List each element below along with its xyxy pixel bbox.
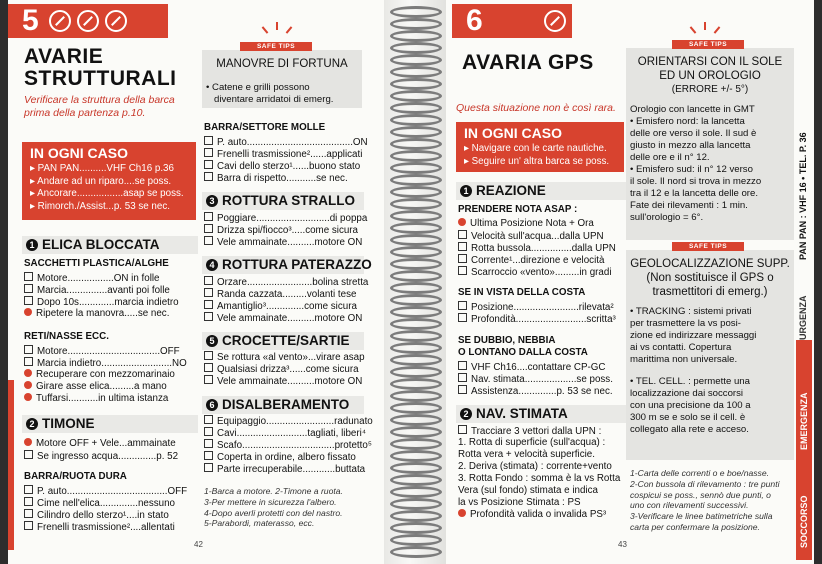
spiral-ring (390, 534, 442, 546)
tips-title: (ERRORE +/- 5°) (671, 84, 749, 95)
checklist-item: Amantiglio³..............come sicura (204, 300, 357, 313)
fan-icon (77, 10, 99, 32)
checklist-item: Cavi dello sterzo¹......buono stato (204, 160, 360, 173)
checklist-item: Qualsiasi drizza³......come sicura (204, 363, 359, 376)
sub-heading: SE DUBBIO, NEBBIA (458, 335, 556, 346)
checklist-item: P. auto.....................................OFF (24, 485, 187, 498)
spiral-ring (390, 546, 442, 558)
section-stimata: 2 NAV. STIMATA (456, 405, 626, 423)
checklist-item: Motore..................................OFF (24, 345, 180, 358)
checklist-item: Cavi..........................tagliati, liberi⁴ (204, 427, 366, 440)
checklist-item: Coperta in ordine, albero fissato (204, 451, 356, 464)
spiral-ring (390, 414, 442, 426)
tips-title: MANOVRE DI FORTUNA (216, 58, 348, 70)
checklist-item: Randa cazzata.........volanti tese (204, 288, 356, 301)
tips-title: (Non sostituisce il GPS o (646, 272, 774, 284)
spiral-ring (390, 342, 442, 354)
checklist-item: Assistenza..............p. 53 se nec. (458, 385, 613, 398)
spiral-ring (390, 354, 442, 366)
checklist-item: Drizza spi/fiocco³.....come sicura (204, 224, 358, 237)
side-urgenza-label: URGENZA (798, 295, 808, 340)
spiral-ring (390, 330, 442, 342)
sailboat-icon (105, 10, 127, 32)
spiral-ring (390, 450, 442, 462)
checklist-item: Marcia...............avanti poi folle (24, 284, 170, 297)
section-paterazzo: 4 ROTTURA PATERAZZO (202, 256, 364, 274)
spiral-ring (390, 138, 442, 150)
section-crocette: 5 CROCETTE/SARTIE (202, 332, 364, 350)
checklist-item: Orzare........................bolina stretta (204, 276, 368, 289)
in-ogni-caso-box: IN OGNI CASO ▸ Navigare con le carte nautiche. ▸ Seguire un' altra barca se poss. (456, 122, 624, 172)
spiral-ring (390, 6, 442, 18)
spiral-ring (390, 54, 442, 66)
compass-icon (544, 10, 566, 32)
chapter-header-left (8, 4, 168, 38)
spiral-ring (390, 126, 442, 138)
safe-tips-tab: SAFE TIPS (240, 42, 312, 51)
tips-title: ORIENTARSI CON IL SOLE (637, 56, 783, 68)
tips-title: trasmettitori di emerg.) (652, 286, 768, 298)
checklist-item: Motore.................ON in folle (24, 272, 160, 285)
page-edge-marker (8, 380, 14, 550)
spiral-ring (390, 510, 442, 522)
tips-title: ED UN OROLOGIO (659, 70, 761, 82)
chapter-number: 5 (22, 4, 39, 37)
spiral-ring (390, 366, 442, 378)
sub-heading: SACCHETTI PLASTICA/ALGHE (24, 258, 169, 269)
tips-title: GEOLOCALIZZAZIONE SUPP. (630, 258, 790, 270)
checklist-item: Tuffarsi...........in ultima istanza (24, 393, 168, 405)
spiral-ring (390, 102, 442, 114)
checklist-item: Se ingresso acqua..............p. 52 (24, 450, 178, 463)
section-reazione: 1 REAZIONE (456, 182, 626, 200)
checklist-item: Vele ammainate..........motore ON (204, 375, 362, 388)
sub-heading: BARRA/RUOTA DURA (24, 471, 127, 482)
safe-tips-tab: SAFE TIPS (672, 242, 744, 251)
spiral-ring (390, 174, 442, 186)
checklist-item: Dopo 10s.............marcia indietro (24, 296, 179, 309)
right-page: 6 AVARIA GPS Questa situazione non è così rara. IN OGNI CASO ▸ Navigare con le carte nautiche. ▸ Seguire un' altra barca se poss. 1 REAZIONE PRENDERE NOTA ASAP : Ultima Posizione Nota + Ora Velocità sull'acqua...dalla UPN Rotta bussola...............dalla UPN Corrente¹...direzione e velocità Scarroccio «vento».........in gradi SE IN VISTA DELLA COSTA Posizione........................rilevata² Profondità..........................scritta³ SE DUBBIO, NEBBIA O LONTANO DALLA COSTA VHF Ch16....contattare CP-GC Nav. stimata...................se poss. Assistenza..............p. 53 se nec. 2 NAV. STIMATA Tracciare 3 vettori dalla UPN : 1. Rotta di superficie (sull'acqua) : Rotta vera + velocità superficie. 2. Deriva (stimata) : corrente+vento 3. Rotta Fondo : somma è la vs Rotta Vera (sul fondo) stimata e indica la vs Posizione Stimata : PS Profondità valida o invalida PS³ SAFE TIPS ORIENTARSI CON IL SOLE ED UN OROLOGIO (ERRORE +/- 5°) Orologio con lancette in GMT • Emisfero nord: la lancetta delle ore verso il sole. Il sud è giusto in mezzo alla lancetta delle ore e il n° 12. • Emisfero sud: il n° 12 verso il sole. Il nord si trova in mezzo tra il 12 e la lancetta delle ore. Fate dei rilevamenti : 1 min. sull'orologio = 6°. SAFE TIPS GEOLOCALIZZAZIONE SUPP. (Non sostituisce il GPS o trasmettitori di emerg.) • TRACKING : sistemi privati per trasmettere la vs posi- zione ed indirizzare messaggi ai vs contatti. Copertura marittima non universale. • TEL. CELL. : permette una localizzazione dai soccorsi con una precisione da 100 a 300 m se e solo se il cell. è collegato alla rete e acceso. 1-Carta delle correnti o e boe/nasse. 2-Con bussola di rilevamento : tre punti cospicui se poss., sennò due punti, o uno con rilevamenti successivi. 3-Verificare le linee batimetriche sulla carta per confermare la posizione. 43 PAN PAN : VHF 16 • TEL. P. 36 URGENZA EMERGENZA SOCCORSO (446, 0, 814, 564)
checklist-item: Se rottura «al vento»...virare asap (204, 351, 365, 364)
checklist-item: Cilindro dello sterzo¹....in stato (24, 509, 169, 522)
spiral-ring (390, 210, 442, 222)
sun-icon (276, 22, 278, 30)
checklist-item: Posizione........................rilevata² (458, 301, 614, 314)
checklist-item: Frenelli trasmissione²......applicati (204, 148, 362, 161)
sub-heading: RETI/NASSE ECC. (24, 331, 109, 342)
safe-tips-tab: SAFE TIPS (672, 40, 744, 49)
in-ogni-caso-box: IN OGNI CASO ▸ PAN PAN..........VHF Ch16 p.36 ▸ Andare ad un riparo....se poss. ▸ Ancorare.................asap se poss. ▸ Rimorch./Assist...p. 53 se nec. (22, 142, 196, 220)
text-line: la vs Posizione Stimata : PS (458, 497, 581, 508)
side-index-strip (794, 0, 814, 564)
sub-heading: SE IN VISTA DELLA COSTA (458, 287, 586, 298)
sub-heading: PRENDERE NOTA ASAP : (458, 204, 578, 215)
checklist-item: Recuperare con mezzomarinaio (24, 369, 175, 381)
checklist-item: Equipaggio.........................radunato (204, 415, 373, 428)
spiral-ring (390, 294, 442, 306)
checklist-item: Cime nell'elica..............nessuno (24, 497, 175, 510)
spiral-ring (390, 522, 442, 534)
spiral-ring (390, 78, 442, 90)
spiral-ring (390, 306, 442, 318)
spiral-ring (390, 42, 442, 54)
checklist-item: Girare asse elica.........a mano (24, 381, 167, 393)
checklist-item: Motore OFF + Vele...ammainate (24, 438, 176, 450)
spiral-ring (390, 246, 442, 258)
checklist-item: Rotta bussola...............dalla UPN (458, 242, 616, 255)
spiral-ring (390, 114, 442, 126)
checklist-item: Frenelli trasmissione²....allentati (24, 521, 175, 534)
checklist-item: Scafo..................................protetto⁵ (204, 439, 372, 452)
checklist-item: P. auto.......................................ON (204, 136, 368, 149)
text-line: 2. Deriva (stimata) : corrente+vento (458, 461, 612, 472)
footnotes: 1-Carta delle correnti o e boe/nasse. 2-Con bussola di rilevamento : tre punti cospicui se poss., sennò due punti, o uno con rilevamenti successivi. 3-Verificare le linee batimetriche sulla carta per confermare la posizione. (630, 468, 780, 532)
spiral-ring (390, 162, 442, 174)
text-line: Profondità valida o invalida PS³ (458, 509, 606, 521)
spiral-ring (390, 402, 442, 414)
spiral-ring (390, 186, 442, 198)
spiral-ring (390, 18, 442, 30)
spiral-ring (390, 150, 442, 162)
page-number: 42 (194, 540, 203, 549)
checklist-item: Corrente¹...direzione e velocità (458, 254, 604, 267)
checklist-item: Velocità sull'acqua...dalla UPN (458, 230, 604, 243)
section-elica: 1 ELICA BLOCCATA (22, 236, 198, 254)
checklist-item: Ripetere la manovra.....se nec. (24, 308, 169, 320)
sun-icon (704, 22, 706, 30)
page-title: AVARIE STRUTTURALI (24, 45, 177, 90)
page-number: 43 (618, 540, 627, 549)
section-strallo: 3 ROTTURA STRALLO (202, 192, 364, 210)
footnotes: 1-Barca a motore. 2-Timone a ruota. 3-Per mettere in sicurezza l'albero. 4-Dopo averli protetti con del nastro. 5-Parabordi, materasso, ecc. (204, 486, 343, 529)
intro-text: Verificare la struttura della barca prima della partenza p.10. (24, 94, 175, 119)
tips-text: • Catene e grilli possono (206, 82, 310, 93)
text-line: Rotta vera + velocità superficie. (458, 449, 595, 460)
side-emergenza-label: EMERGENZA (799, 392, 809, 450)
checklist-item: Scarroccio «vento».........in gradi (458, 266, 612, 279)
text-line: 1. Rotta di superficie (sull'acqua) : (458, 437, 606, 448)
checklist-item: Vele ammainate..........motore ON (204, 312, 362, 325)
text-line: 3. Rotta Fondo : somma è la vs Rotta (458, 473, 621, 484)
spiral-ring (390, 390, 442, 402)
side-emergency-text: PAN PAN : VHF 16 • TEL. P. 36 (798, 132, 808, 260)
section-disalberamento: 6 DISALBERAMENTO (202, 396, 364, 414)
checklist-item: Barra di rispetto...........se nec. (204, 172, 348, 185)
spiral-binding (384, 0, 448, 564)
spiral-ring (390, 426, 442, 438)
spiral-ring (390, 498, 442, 510)
spiral-ring (390, 66, 442, 78)
spiral-ring (390, 270, 442, 282)
spiral-ring (390, 438, 442, 450)
checklist-item: Ultima Posizione Nota + Ora (458, 218, 594, 230)
sub-heading: O LONTANO DALLA COSTA (458, 347, 588, 358)
spiral-ring (390, 30, 442, 42)
side-soccorso-label: SOCCORSO (799, 495, 809, 548)
spiral-ring (390, 222, 442, 234)
spiral-ring (390, 198, 442, 210)
spiral-ring (390, 258, 442, 270)
checklist-item: Poggiare...........................di poppa (204, 212, 367, 225)
spiral-ring (390, 378, 442, 390)
sub-heading: BARRA/SETTORE MOLLE (204, 122, 326, 133)
left-page (8, 0, 386, 564)
spiral-ring (390, 90, 442, 102)
wheel-icon (49, 10, 71, 32)
checklist-item: VHF Ch16....contattare CP-GC (458, 361, 605, 374)
section-timone: 2 TIMONE (22, 415, 198, 433)
text-line: Vera (sul fondo) stimata e indica (458, 485, 598, 496)
chapter-header-right (452, 4, 572, 38)
spiral-ring (390, 486, 442, 498)
checklist-item: Marcia indietro..........................NO (24, 357, 187, 370)
spiral-ring (390, 234, 442, 246)
chapter-number: 6 (466, 4, 483, 37)
checklist-item: Parte irrecuperabile............buttata (204, 463, 365, 476)
tips-text: diventare arridatoi di emerg. (214, 94, 334, 105)
spiral-ring (390, 282, 442, 294)
spiral-ring (390, 318, 442, 330)
text-line: Tracciare 3 vettori dalla UPN : (458, 425, 601, 438)
checklist-item: Vele ammainate..........motore ON (204, 236, 362, 249)
spiral-ring (390, 462, 442, 474)
spiral-ring (390, 474, 442, 486)
page-title: AVARIA GPS (462, 51, 594, 74)
checklist-item: Profondità..........................scritta³ (458, 313, 616, 326)
checklist-item: Nav. stimata...................se poss. (458, 373, 613, 386)
intro-text: Questa situazione non è così rara. (456, 102, 616, 114)
